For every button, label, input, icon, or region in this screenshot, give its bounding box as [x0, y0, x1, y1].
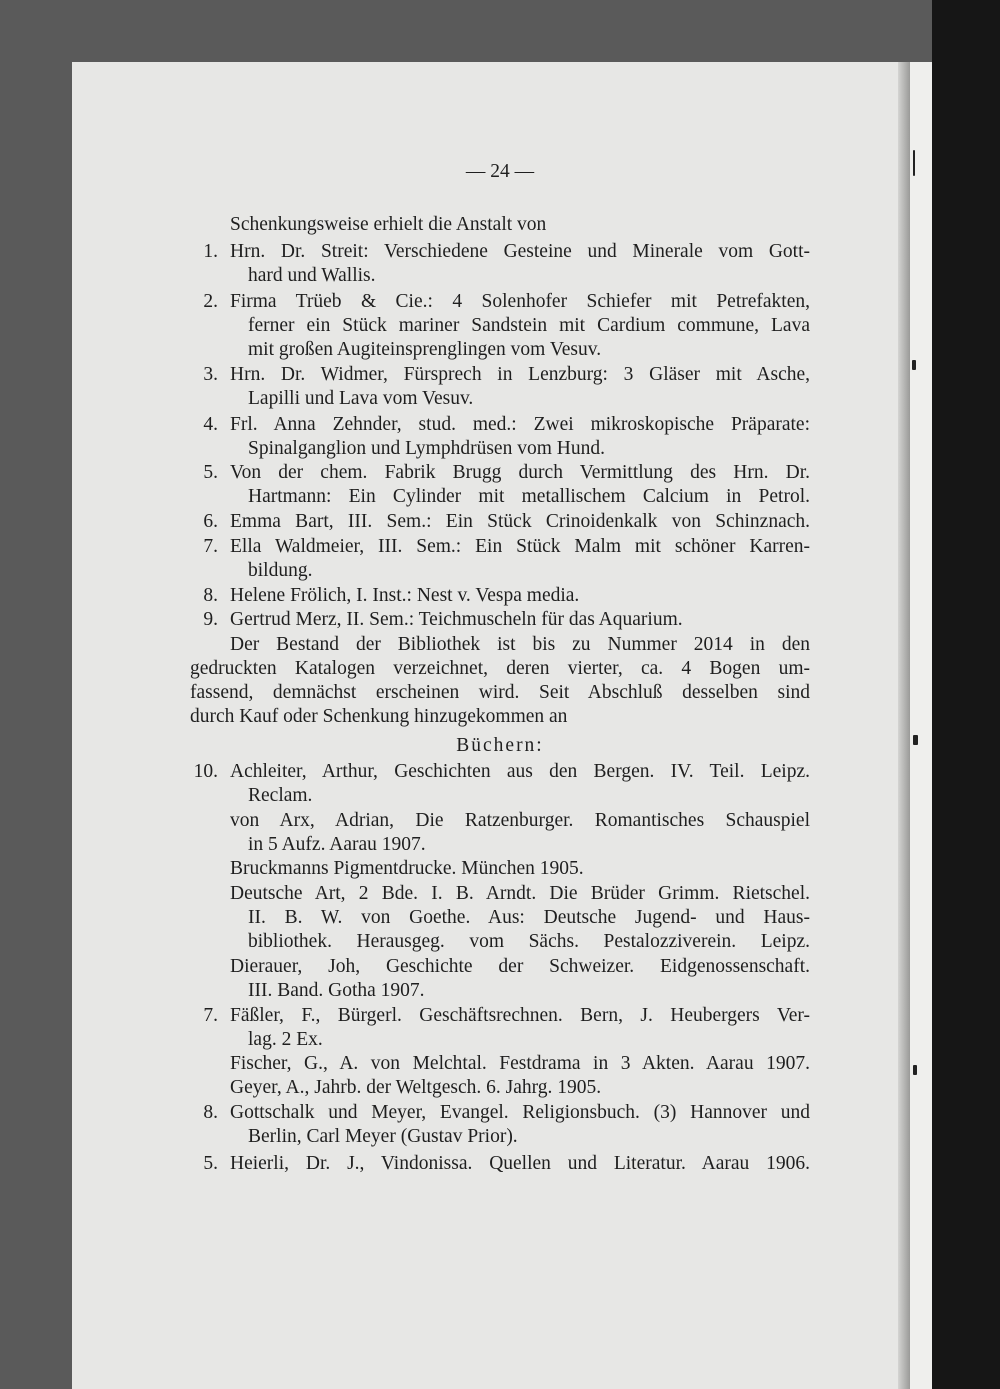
- item-number: 10.: [193, 761, 218, 782]
- book-line: Berlin, Carl Meyer (Gustav Prior).: [248, 1126, 518, 1147]
- item-number: 9.: [203, 609, 218, 630]
- book-line: Deutsche Art, 2 Bde. I. B. Arndt. Die Brüder Grimm. Rietschel.: [230, 883, 810, 904]
- donation-line: Helene Frölich, I. Inst.: Nest v. Vespa media.: [230, 585, 580, 606]
- library-paragraph-line: Der Bestand der Bibliothek ist bis zu Nummer 2014 in den: [230, 634, 810, 655]
- item-number: 3.: [203, 364, 218, 385]
- donation-line: Hartmann: Ein Cylinder mit metallischem Calcium in Petrol.: [248, 486, 810, 507]
- page-number: — 24 —: [465, 161, 535, 182]
- item-number: 2.: [203, 291, 218, 312]
- book-line: in 5 Aufz. Aarau 1907.: [248, 834, 426, 855]
- book-line: Geyer, A., Jahrb. der Weltgesch. 6. Jahrg. 1905.: [230, 1077, 602, 1098]
- donation-line: bildung.: [248, 560, 313, 581]
- book-line: Fischer, G., A. von Melchtal. Festdrama in 3 Akten. Aarau 1907.: [230, 1053, 810, 1074]
- donation-line: mit großen Augiteinsprenglingen vom Vesuv.: [248, 339, 602, 360]
- book-line: von Arx, Adrian, Die Ratzenburger. Romantisches Schauspiel: [230, 810, 810, 831]
- item-number: 1.: [203, 241, 218, 262]
- donation-line: Emma Bart, III. Sem.: Ein Stück Crinoidenkalk von Schinznach.: [230, 511, 810, 532]
- item-number: 4.: [203, 414, 218, 435]
- book-line: Gottschalk und Meyer, Evangel. Religionsbuch. (3) Hannover und: [230, 1102, 810, 1123]
- books-heading: Büchern:: [456, 735, 544, 756]
- book-line: Bruckmanns Pigmentdrucke. München 1905.: [230, 858, 584, 879]
- book-line: lag. 2 Ex.: [248, 1029, 323, 1050]
- book-line: III. Band. Gotha 1907.: [248, 980, 425, 1001]
- item-number: 5.: [203, 1153, 218, 1174]
- donation-line: Ella Waldmeier, III. Sem.: Ein Stück Malm mit schöner Karren-: [230, 536, 810, 557]
- donation-line: Spinalganglion und Lymphdrüsen vom Hund.: [248, 438, 605, 459]
- donation-line: Hrn. Dr. Widmer, Fürsprech in Lenzburg: 3 Gläser mit Asche,: [230, 364, 810, 385]
- library-paragraph-line: fassend, demnächst erscheinen wird. Seit Abschluß desselben sind: [190, 682, 810, 703]
- book-line: II. B. W. von Goethe. Aus: Deutsche Jugend- und Haus-: [248, 907, 810, 928]
- item-number: 8.: [203, 1102, 218, 1123]
- donation-line: Firma Trüeb & Cie.: 4 Solenhofer Schiefer mit Petrefakten,: [230, 291, 810, 312]
- item-number: 6.: [203, 511, 218, 532]
- book-line: Reclam.: [248, 785, 313, 806]
- donation-line: Von der chem. Fabrik Brugg durch Vermittlung des Hrn. Dr.: [230, 462, 810, 483]
- library-paragraph-line: durch Kauf oder Schenkung hinzugekommen an: [190, 706, 568, 727]
- book-line: Achleiter, Arthur, Geschichten aus den Bergen. IV. Teil. Leipz.: [230, 761, 810, 782]
- book-line: bibliothek. Herausgeg. vom Sächs. Pestalozziverein. Leipz.: [248, 931, 810, 952]
- item-number: 7.: [203, 536, 218, 557]
- book-line: Fäßler, F., Bürgerl. Geschäftsrechnen. Bern, J. Heubergers Ver-: [230, 1005, 810, 1026]
- item-number: 8.: [203, 585, 218, 606]
- donation-line: ferner ein Stück mariner Sandstein mit Cardium commune, Lava: [248, 315, 810, 336]
- item-number: 7.: [203, 1005, 218, 1026]
- donations-intro: Schenkungsweise erhielt die Anstalt von: [230, 214, 547, 235]
- donation-line: Gertrud Merz, II. Sem.: Teichmuscheln für das Aquarium.: [230, 609, 683, 630]
- book-line: Dierauer, Joh, Geschichte der Schweizer. Eidgenossenschaft.: [230, 956, 810, 977]
- item-number: 5.: [203, 462, 218, 483]
- book-line: Heierli, Dr. J., Vindonissa. Quellen und Literatur. Aarau 1906.: [230, 1153, 810, 1174]
- donation-line: hard und Wallis.: [248, 265, 376, 286]
- donation-line: Hrn. Dr. Streit: Verschiedene Gesteine und Minerale vom Gott-: [230, 241, 810, 262]
- donation-line: Frl. Anna Zehnder, stud. med.: Zwei mikroskopische Präparate:: [230, 414, 810, 435]
- donation-line: Lapilli und Lava vom Vesuv.: [248, 388, 474, 409]
- library-paragraph-line: gedruckten Katalogen verzeichnet, deren vierter, ca. 4 Bogen um-: [190, 658, 810, 679]
